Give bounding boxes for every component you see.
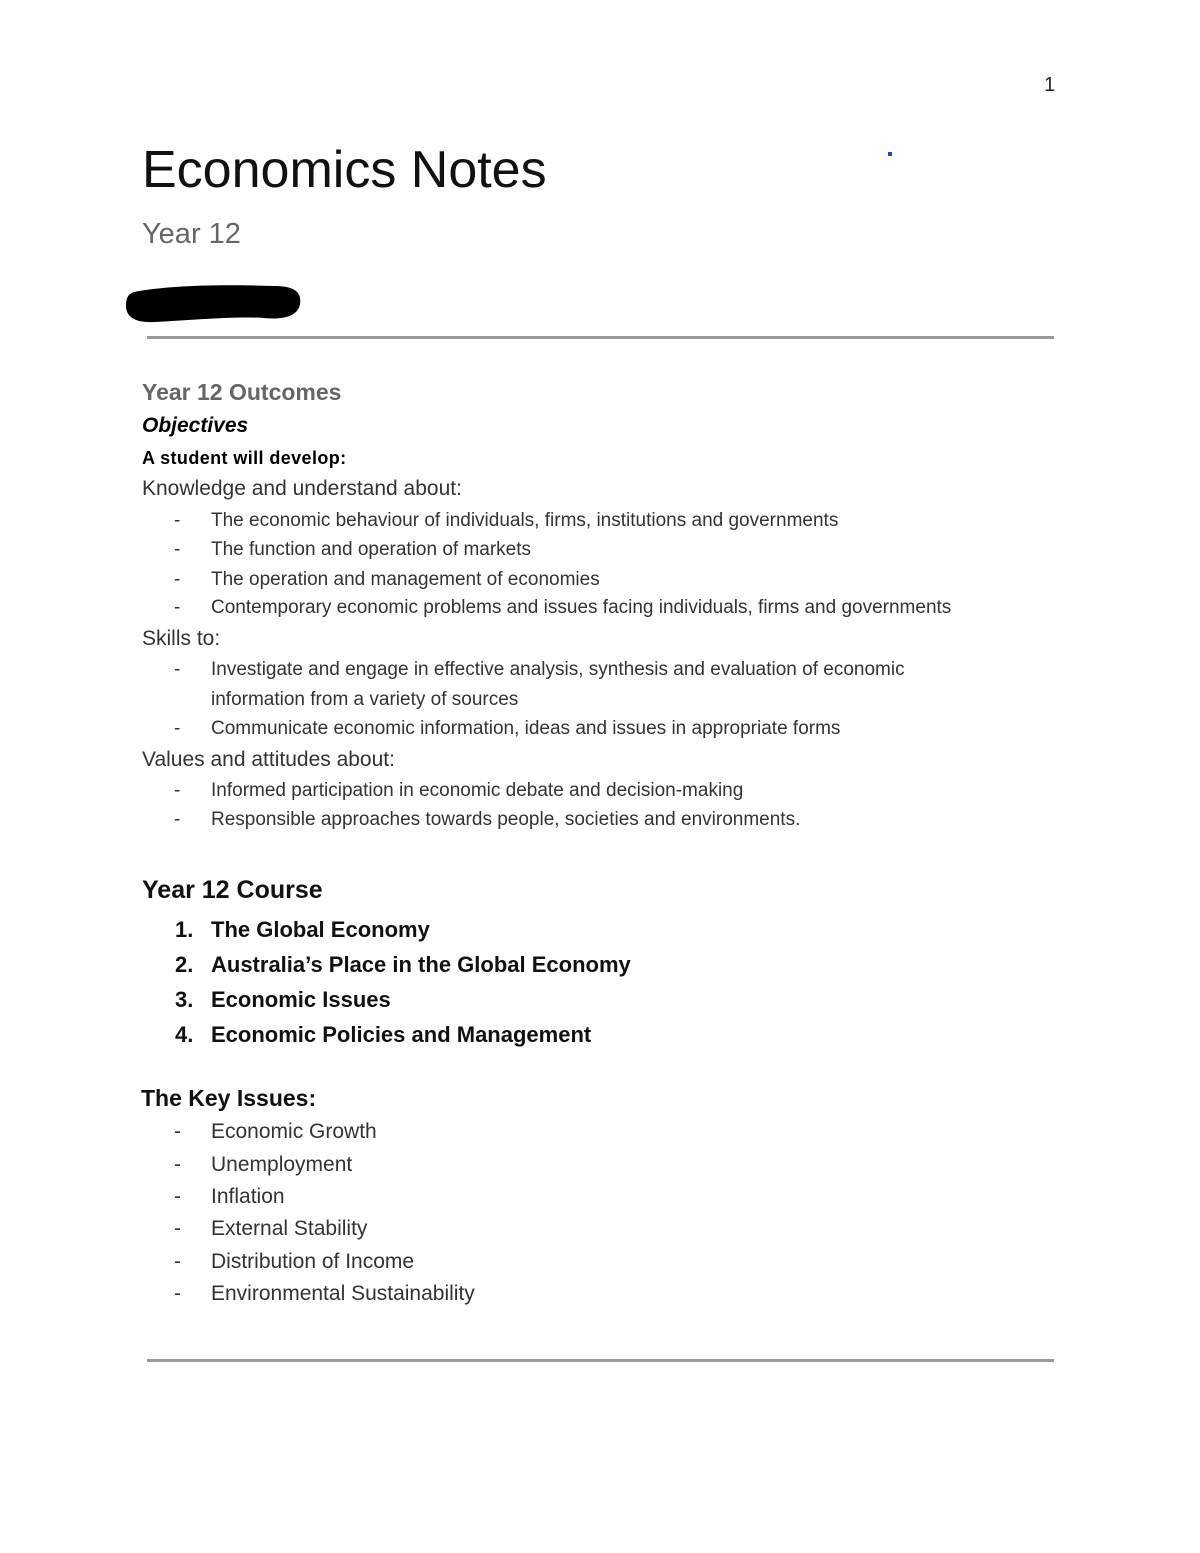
page-number: 1 [1044,74,1056,96]
skills-label: Skills to: [142,627,221,650]
top-divider [147,336,1054,339]
objectives-heading: Objectives [142,414,249,437]
knowledge-label: Knowledge and understand about: [142,477,462,500]
redaction-mark [124,282,304,326]
course-heading: Year 12 Course [142,876,323,904]
list-item-continuation: information from a variety of sources [211,689,519,710]
values-label: Values and attitudes about: [142,748,395,771]
document-subtitle: Year 12 [142,218,241,250]
document-title: Economics Notes [142,141,547,199]
bottom-divider [147,1359,1054,1362]
blue-dot-mark [888,152,892,156]
develop-label: A student will develop: [142,448,347,468]
key-issues-heading: The Key Issues: [141,1085,317,1111]
outcomes-heading: Year 12 Outcomes [142,379,342,405]
